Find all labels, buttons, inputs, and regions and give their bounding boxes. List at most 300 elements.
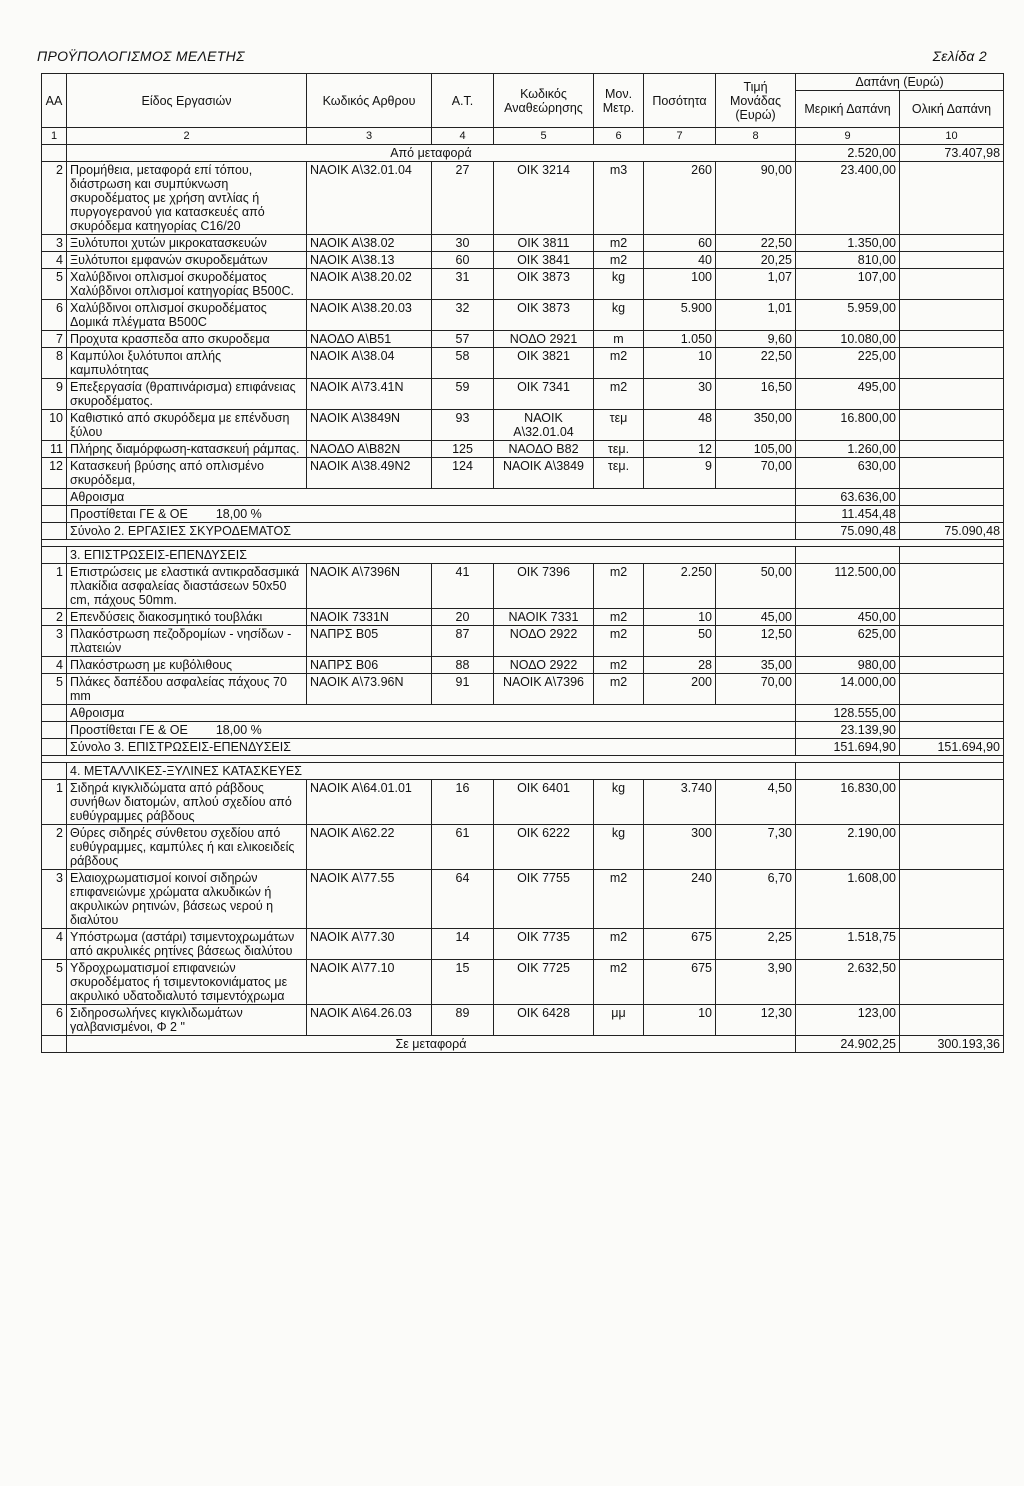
item-number: 3: [42, 870, 67, 929]
item-number: 2: [42, 609, 67, 626]
document-title: ΠΡΟΫΠΟΛΟΓΙΣΜΟΣ ΜΕΛΕΤΗΣ: [37, 48, 245, 64]
item-revision-code: ΟΙΚ 6222: [494, 825, 594, 870]
section-title: 4. ΜΕΤΑΛΛΙΚΕΣ-ΞΥΛΙΝΕΣ ΚΑΤΑΣΚΕΥΕΣ: [67, 763, 796, 780]
item-revision-code: ΝΑΟΙΚ 7331: [494, 609, 594, 626]
item-unit-price: 90,00: [716, 162, 796, 235]
item-number: 3: [42, 235, 67, 252]
item-unit-price: 105,00: [716, 441, 796, 458]
section-total-label: Σύνολο 3. ΕΠΙΣΤΡΩΣΕΙΣ-ΕΠΕΝΔΥΣΕΙΣ: [67, 739, 796, 756]
section-total-label: Σύνολο 2. ΕΡΓΑΣΙΕΣ ΣΚΥΡΟΔΕΜΑΤΟΣ: [67, 523, 796, 540]
item-unit: m2: [594, 626, 644, 657]
item-code: ΝΑΟΙΚ Α\77.10: [307, 960, 432, 1005]
empty-cell: [900, 825, 1004, 870]
empty-cell: [900, 960, 1004, 1005]
item-unit-price: 6,70: [716, 870, 796, 929]
col-code: Κωδικός Αρθρου: [307, 74, 432, 128]
item-partial-cost: 630,00: [796, 458, 900, 489]
item-unit: m2: [594, 870, 644, 929]
item-number: 1: [42, 780, 67, 825]
item-quantity: 40: [644, 252, 716, 269]
item-quantity: 675: [644, 929, 716, 960]
item-number: 4: [42, 657, 67, 674]
empty-cell: [900, 235, 1004, 252]
table-row: [42, 235, 1004, 252]
empty-cell: [900, 300, 1004, 331]
item-code: ΝΑΠΡΣ Β05: [307, 626, 432, 657]
item-quantity: 300: [644, 825, 716, 870]
item-number: 6: [42, 300, 67, 331]
item-partial-cost: 16.800,00: [796, 410, 900, 441]
item-quantity: 3.740: [644, 780, 716, 825]
item-number: 2: [42, 825, 67, 870]
item-number: 4: [42, 929, 67, 960]
overhead-label: [67, 722, 796, 739]
column-number: 10: [900, 128, 1004, 145]
item-code: ΝΑΠΡΣ Β06: [307, 657, 432, 674]
item-partial-cost: 810,00: [796, 252, 900, 269]
col-price: Τιμή Μονάδας (Ευρώ): [716, 74, 796, 128]
empty-cell: [900, 674, 1004, 705]
item-partial-cost: 5.959,00: [796, 300, 900, 331]
item-partial-cost: 1.350,00: [796, 235, 900, 252]
empty-cell: [42, 739, 67, 756]
section-total-total: 151.694,90: [900, 739, 1004, 756]
sum-label: Αθροισμα: [67, 705, 796, 722]
table-row: [42, 410, 1004, 441]
table-body: [42, 145, 1004, 1053]
item-unit-price: 3,90: [716, 960, 796, 1005]
table-row: [42, 564, 1004, 609]
col-total: Ολική Δαπάνη: [900, 91, 1004, 128]
item-at: 59: [432, 379, 494, 410]
item-unit: m: [594, 331, 644, 348]
table-row: [42, 348, 1004, 379]
item-number: 8: [42, 348, 67, 379]
item-at: 16: [432, 780, 494, 825]
item-at: 87: [432, 626, 494, 657]
item-revision-code: ΝΟΔΟ 2921: [494, 331, 594, 348]
item-code: ΝΑΟΙΚ Α\38.13: [307, 252, 432, 269]
item-unit-price: 2,25: [716, 929, 796, 960]
column-number: 3: [307, 128, 432, 145]
item-partial-cost: 10.080,00: [796, 331, 900, 348]
item-at: 15: [432, 960, 494, 1005]
item-quantity: 240: [644, 870, 716, 929]
col-type: Είδος Εργασιών: [67, 74, 307, 128]
item-partial-cost: 980,00: [796, 657, 900, 674]
empty-cell: [42, 506, 67, 523]
carry-out-partial: 24.902,25: [796, 1036, 900, 1053]
item-revision-code: ΟΙΚ 6428: [494, 1005, 594, 1036]
empty-cell: [900, 252, 1004, 269]
item-partial-cost: 2.190,00: [796, 825, 900, 870]
col-aa: ΑΑ: [42, 74, 67, 128]
item-unit-price: 12,30: [716, 1005, 796, 1036]
item-partial-cost: 16.830,00: [796, 780, 900, 825]
empty-cell: [900, 410, 1004, 441]
section-total-row: [42, 523, 1004, 540]
item-code: ΝΑΟΙΚ Α\32.01.04: [307, 162, 432, 235]
item-description: Κατασκευή βρύσης από οπλισμένο σκυρόδεμα,: [67, 458, 307, 489]
item-at: 14: [432, 929, 494, 960]
item-unit-price: 16,50: [716, 379, 796, 410]
sum-row: [42, 705, 1004, 722]
section-heading-row: [42, 763, 1004, 780]
item-unit: μμ: [594, 1005, 644, 1036]
item-unit: m2: [594, 929, 644, 960]
section-total-partial: 75.090,48: [796, 523, 900, 540]
col-at: Α.Τ.: [432, 74, 494, 128]
item-at: 58: [432, 348, 494, 379]
item-description: Πλήρης διαμόρφωση-κατασκευή ράμπας.: [67, 441, 307, 458]
item-description: Προχυτα κρασπεδα απο σκυροδεμα: [67, 331, 307, 348]
item-at: 27: [432, 162, 494, 235]
table-row: [42, 1005, 1004, 1036]
item-partial-cost: 2.632,50: [796, 960, 900, 1005]
empty-cell: [900, 722, 1004, 739]
item-revision-code: ΝΑΟΙΚ Α\3849: [494, 458, 594, 489]
item-partial-cost: 1.260,00: [796, 441, 900, 458]
item-at: 124: [432, 458, 494, 489]
item-code: ΝΑΟΙΚ 7331Ν: [307, 609, 432, 626]
carry-in-row: [42, 145, 1004, 162]
item-unit-price: 20,25: [716, 252, 796, 269]
empty-cell: [900, 547, 1004, 564]
item-description: Ελαιοχρωματισμοί κοινοί σιδηρών επιφανειώνμε χρώματα αλκυδικών ή ακρυλικών ρητινών, βάσεως νερού η διαλύτου: [67, 870, 307, 929]
item-unit: kg: [594, 300, 644, 331]
item-description: Θύρες σιδηρές σύνθετου σχεδίου από ευθύγραμμες, καμπύλες ή και ελικοειδείς ράβδους: [67, 825, 307, 870]
col-revcode: Κωδικός Αναθεώρησης: [494, 74, 594, 128]
item-unit: m2: [594, 657, 644, 674]
column-number: 8: [716, 128, 796, 145]
item-revision-code: ΟΙΚ 3841: [494, 252, 594, 269]
item-revision-code: ΟΙΚ 3214: [494, 162, 594, 235]
overhead-text: Προστίθεται ΓΕ & ΟΕ: [70, 723, 188, 737]
table-row: [42, 960, 1004, 1005]
item-revision-code: ΟΙΚ 3821: [494, 348, 594, 379]
item-number: 7: [42, 331, 67, 348]
item-code: ΝΑΟΙΚ Α\38.49Ν2: [307, 458, 432, 489]
carry-in-total: 73.407,98: [900, 145, 1004, 162]
table-row: [42, 626, 1004, 657]
item-description: Πλακόστρωση πεζοδρομίων - νησίδων - πλατειών: [67, 626, 307, 657]
item-at: 41: [432, 564, 494, 609]
budget-table: [41, 73, 1004, 1053]
spacer-cell: [42, 756, 1004, 763]
item-unit-price: 35,00: [716, 657, 796, 674]
item-quantity: 12: [644, 441, 716, 458]
overhead-percent: 18,00 %: [215, 507, 262, 521]
section-title: 3. ΕΠΙΣΤΡΩΣΕΙΣ-ΕΠΕΝΔΥΣΕΙΣ: [67, 547, 796, 564]
item-code: ΝΑΟΙΚ Α\38.04: [307, 348, 432, 379]
item-unit: τεμ: [594, 410, 644, 441]
item-unit: kg: [594, 780, 644, 825]
item-quantity: 5.900: [644, 300, 716, 331]
empty-cell: [900, 348, 1004, 379]
item-unit-price: 9,60: [716, 331, 796, 348]
item-revision-code: ΟΙΚ 6401: [494, 780, 594, 825]
item-unit: kg: [594, 269, 644, 300]
section-total-partial: 151.694,90: [796, 739, 900, 756]
item-unit: m3: [594, 162, 644, 235]
item-number: 11: [42, 441, 67, 458]
item-number: 4: [42, 252, 67, 269]
col-cost: Δαπάνη (Ευρώ): [796, 74, 1004, 91]
item-quantity: 10: [644, 609, 716, 626]
item-revision-code: ΝΟΔΟ 2922: [494, 626, 594, 657]
item-unit-price: 70,00: [716, 458, 796, 489]
overhead-text: Προστίθεται ΓΕ & ΟΕ: [70, 507, 188, 521]
item-at: 93: [432, 410, 494, 441]
item-revision-code: ΟΙΚ 7735: [494, 929, 594, 960]
sum-label: Αθροισμα: [67, 489, 796, 506]
carry-in-label: Από μεταφορά: [67, 145, 796, 162]
carry-out-total: 300.193,36: [900, 1036, 1004, 1053]
empty-cell: [900, 458, 1004, 489]
empty-cell: [42, 705, 67, 722]
overhead-value: 23.139,90: [796, 722, 900, 739]
item-unit-price: 1,01: [716, 300, 796, 331]
item-unit: m2: [594, 379, 644, 410]
item-unit-price: 50,00: [716, 564, 796, 609]
item-code: ΝΑΟΙΚ Α\64.01.01: [307, 780, 432, 825]
empty-cell: [42, 1036, 67, 1053]
item-partial-cost: 107,00: [796, 269, 900, 300]
empty-cell: [900, 506, 1004, 523]
item-quantity: 675: [644, 960, 716, 1005]
item-unit: τεμ.: [594, 458, 644, 489]
item-description: Σιδηρά κιγκλιδώματα από ράβδους συνήθων διατομών, απλού σχεδίου από ευθύγραμμες ράβδους: [67, 780, 307, 825]
item-partial-cost: 14.000,00: [796, 674, 900, 705]
item-partial-cost: 1.608,00: [796, 870, 900, 929]
item-code: ΝΑΟΙΚ Α\3849Ν: [307, 410, 432, 441]
item-description: Ξυλότυποι εμφανών σκυροδεμάτων: [67, 252, 307, 269]
item-quantity: 200: [644, 674, 716, 705]
item-revision-code: ΟΙΚ 7755: [494, 870, 594, 929]
item-number: 1: [42, 564, 67, 609]
empty-cell: [900, 870, 1004, 929]
item-partial-cost: 450,00: [796, 609, 900, 626]
table-row: [42, 441, 1004, 458]
empty-cell: [900, 780, 1004, 825]
item-description: Καμπύλοι ξυλότυποι απλής καμπυλότητας: [67, 348, 307, 379]
empty-cell: [900, 269, 1004, 300]
item-quantity: 60: [644, 235, 716, 252]
column-number: 7: [644, 128, 716, 145]
item-number: 5: [42, 269, 67, 300]
empty-cell: [900, 379, 1004, 410]
section-heading-row: [42, 547, 1004, 564]
item-description: Χαλύβδινοι οπλισμοί σκυροδέματος Δομικά πλέγματα B500C: [67, 300, 307, 331]
item-revision-code: ΟΙΚ 7396: [494, 564, 594, 609]
column-number: 1: [42, 128, 67, 145]
empty-cell: [900, 929, 1004, 960]
item-quantity: 30: [644, 379, 716, 410]
item-description: Υπόστρωμα (αστάρι) τσιμεντοχρωμάτων από ακρυλικές ρητίνες βάσεως διαλύτου: [67, 929, 307, 960]
item-description: Υδροχρωματισμοί επιφανειών σκυροδέματος ή τσιμεντοκονιάματος με ακρυλικό υδατοδιαλυτό τσιμεντόχρωμα: [67, 960, 307, 1005]
item-quantity: 50: [644, 626, 716, 657]
table-row: [42, 252, 1004, 269]
table-row: [42, 269, 1004, 300]
item-unit-price: 350,00: [716, 410, 796, 441]
table-row: [42, 870, 1004, 929]
item-unit-price: 1,07: [716, 269, 796, 300]
item-number: 12: [42, 458, 67, 489]
item-number: 2: [42, 162, 67, 235]
item-description: Καθιστικό από σκυρόδεμα με επένδυση ξύλου: [67, 410, 307, 441]
item-at: 20: [432, 609, 494, 626]
empty-cell: [42, 722, 67, 739]
item-at: 61: [432, 825, 494, 870]
empty-cell: [900, 657, 1004, 674]
table-row: [42, 657, 1004, 674]
sum-value: 128.555,00: [796, 705, 900, 722]
column-number: 4: [432, 128, 494, 145]
item-unit-price: 7,30: [716, 825, 796, 870]
item-code: ΝΑΟΙΚ Α\7396Ν: [307, 564, 432, 609]
item-at: 57: [432, 331, 494, 348]
item-description: Πλάκες δαπέδου ασφαλείας πάχους 70 mm: [67, 674, 307, 705]
empty-cell: [900, 162, 1004, 235]
item-at: 89: [432, 1005, 494, 1036]
item-number: 6: [42, 1005, 67, 1036]
table-row: [42, 162, 1004, 235]
item-partial-cost: 1.518,75: [796, 929, 900, 960]
table-row: [42, 379, 1004, 410]
item-partial-cost: 225,00: [796, 348, 900, 379]
item-revision-code: ΟΙΚ 3873: [494, 300, 594, 331]
item-unit: m2: [594, 609, 644, 626]
item-number: 3: [42, 626, 67, 657]
item-description: Σιδηροσωλήνες κιγκλιδωμάτων γαλβανισμένοι, Φ 2 ": [67, 1005, 307, 1036]
item-at: 88: [432, 657, 494, 674]
empty-cell: [42, 763, 67, 780]
item-at: 125: [432, 441, 494, 458]
item-unit: m2: [594, 674, 644, 705]
item-code: ΝΑΟΙΚ Α\38.20.02: [307, 269, 432, 300]
item-at: 30: [432, 235, 494, 252]
item-partial-cost: 112.500,00: [796, 564, 900, 609]
item-description: Επιστρώσεις με ελαστικά αντικραδασμικά πλακίδια ασφαλείας διαστάσεων 50x50 cm, πάχους 50mm.: [67, 564, 307, 609]
item-quantity: 10: [644, 1005, 716, 1036]
column-number-row: [42, 128, 1004, 145]
empty-cell: [900, 705, 1004, 722]
item-code: ΝΑΟΙΚ Α\73.41Ν: [307, 379, 432, 410]
item-unit: kg: [594, 825, 644, 870]
item-at: 64: [432, 870, 494, 929]
table-row: [42, 609, 1004, 626]
item-partial-cost: 123,00: [796, 1005, 900, 1036]
item-at: 91: [432, 674, 494, 705]
carry-in-partial: 2.520,00: [796, 145, 900, 162]
table-row: [42, 780, 1004, 825]
item-partial-cost: 625,00: [796, 626, 900, 657]
item-unit-price: 22,50: [716, 348, 796, 379]
column-number: 9: [796, 128, 900, 145]
item-code: ΝΑΟΙΚ Α\62.22: [307, 825, 432, 870]
empty-cell: [900, 609, 1004, 626]
item-number: 9: [42, 379, 67, 410]
page-number: Σελίδα 2: [932, 48, 987, 64]
overhead-label: [67, 506, 796, 523]
item-code: ΝΑΟΙΚ Α\38.02: [307, 235, 432, 252]
item-revision-code: ΟΙΚ 3873: [494, 269, 594, 300]
item-quantity: 1.050: [644, 331, 716, 348]
item-quantity: 2.250: [644, 564, 716, 609]
spacer-cell: [42, 540, 1004, 547]
sum-value: 63.636,00: [796, 489, 900, 506]
item-code: ΝΑΟΙΚ Α\73.96Ν: [307, 674, 432, 705]
item-description: Πλακόστρωση με κυβόλιθους: [67, 657, 307, 674]
item-description: Επεξεργασία (θραπινάρισμα) επιφάνειας σκυροδέματος.: [67, 379, 307, 410]
item-unit: m2: [594, 252, 644, 269]
col-qty: Ποσότητα: [644, 74, 716, 128]
item-unit: m2: [594, 235, 644, 252]
item-code: ΝΑΟΙΚ Α\64.26.03: [307, 1005, 432, 1036]
item-code: ΝΑΟΙΚ Α\38.20.03: [307, 300, 432, 331]
item-unit: τεμ.: [594, 441, 644, 458]
item-unit-price: 45,00: [716, 609, 796, 626]
empty-cell: [900, 1005, 1004, 1036]
item-partial-cost: 23.400,00: [796, 162, 900, 235]
item-number: 5: [42, 674, 67, 705]
item-unit-price: 12,50: [716, 626, 796, 657]
item-description: Επενδύσεις διακοσμητικό τουβλάκι: [67, 609, 307, 626]
overhead-row: [42, 506, 1004, 523]
item-unit-price: 70,00: [716, 674, 796, 705]
empty-cell: [900, 564, 1004, 609]
empty-cell: [42, 145, 67, 162]
item-quantity: 9: [644, 458, 716, 489]
item-unit-price: 22,50: [716, 235, 796, 252]
item-code: ΝΑΟΙΚ Α\77.55: [307, 870, 432, 929]
item-revision-code: ΟΙΚ 7341: [494, 379, 594, 410]
column-number: 6: [594, 128, 644, 145]
empty-cell: [42, 489, 67, 506]
empty-cell: [900, 331, 1004, 348]
item-at: 60: [432, 252, 494, 269]
item-unit: m2: [594, 960, 644, 1005]
item-code: ΝΑΟΙΚ Α\77.30: [307, 929, 432, 960]
item-quantity: 48: [644, 410, 716, 441]
section-total-total: 75.090,48: [900, 523, 1004, 540]
item-revision-code: ΝΟΔΟ 2922: [494, 657, 594, 674]
overhead-value: 11.454,48: [796, 506, 900, 523]
item-revision-code: ΟΙΚ 3811: [494, 235, 594, 252]
col-unit: Μον. Μετρ.: [594, 74, 644, 128]
item-quantity: 10: [644, 348, 716, 379]
item-description: Χαλύβδινοι οπλισμοί σκυροδέματος Χαλύβδινοι οπλισμοί κατηγορίας B500C.: [67, 269, 307, 300]
item-quantity: 260: [644, 162, 716, 235]
section-total-row: [42, 739, 1004, 756]
table-row: [42, 458, 1004, 489]
empty-cell: [900, 626, 1004, 657]
item-description: Ξυλότυποι χυτών μικροκατασκευών: [67, 235, 307, 252]
item-revision-code: ΟΙΚ 7725: [494, 960, 594, 1005]
item-code: ΝΑΟΔΟ Α\Β51: [307, 331, 432, 348]
table-row: [42, 929, 1004, 960]
item-revision-code: ΝΑΟΔΟ Β82: [494, 441, 594, 458]
item-unit: m2: [594, 564, 644, 609]
item-number: 10: [42, 410, 67, 441]
item-unit-price: 4,50: [716, 780, 796, 825]
sum-row: [42, 489, 1004, 506]
col-partial: Μερική Δαπάνη: [796, 91, 900, 128]
empty-cell: [900, 441, 1004, 458]
item-revision-code: ΝΑΟΙΚ Α\7396: [494, 674, 594, 705]
item-revision-code: ΝΑΟΙΚ Α\32.01.04: [494, 410, 594, 441]
carry-out-label: Σε μεταφορά: [67, 1036, 796, 1053]
